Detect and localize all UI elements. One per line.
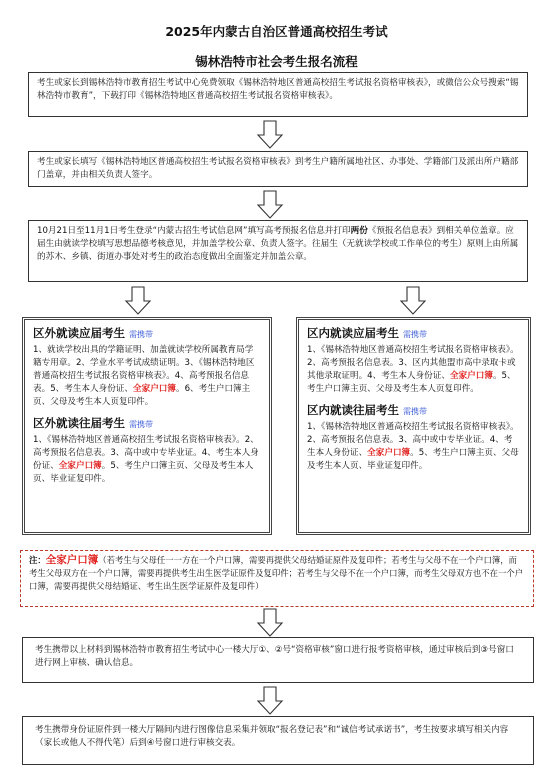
right-heading-previous [307,401,520,421]
left-head2: 区外就读往届考生 [33,416,125,430]
step1-box [28,72,528,117]
left-body1-b: 。6、考生户口簿主页、父母及考生本人页复印件。 [33,384,251,407]
step2-text: 考生或家长填写《锡林浩特地区普通高校招生考试报名资格审核表》到考生户籍所属地社区、办事处、学籍部门及派出所户籍部门盖章，并由相关负责人签字。 [37,157,519,180]
inside-region-box [296,317,531,535]
right-tag2: 需携带 [403,407,428,416]
step6-box [22,716,534,765]
left-body2-red: 全家户口簿 [58,461,102,471]
left-heading-previous [33,414,261,434]
right-body1-red: 全家户口簿 [449,371,493,381]
left-body1 [33,344,261,409]
step3-highlight: 两份 [350,226,368,236]
right-body1 [307,344,520,396]
left-body1-red: 全家户口簿 [133,384,176,394]
note-text: （若考生与父母任一一方在一个户口簿，需要再提供父母结婚证原件及复印件；若考生与父母不在一个户口簿，而考生父母双方在一个户口簿，需要再提供考生出生医学证原件及复印件；若考生与父母不在一个户口簿，而考生父母双方也不在一个户口簿，需要再提供父母结婚证、考生出生医学证原件及复印件） [29,555,524,591]
title-line2: 锡林浩特市社会考生报名流程 [195,54,358,69]
arrow-down-icon [256,686,284,716]
arrow-down-icon [399,286,427,316]
step3-box [28,220,528,282]
step2-box [28,151,528,187]
left-body2 [33,434,261,486]
step1-text: 考生或家长到锡林浩特市教育招生考试中心免费领取《锡林浩特地区普通高校招生考试报名资格审核表》，或微信公众号搜索“锡林浩特市教育”，下载打印《锡林浩特地区普通高校招生考试报名资格审核表》。 [37,78,519,101]
note-label: 注： [29,555,46,565]
left-body2-b: 。5、考生户口簿主页、父母及考生本人页、毕业证复印件。 [33,461,254,484]
right-heading-current [307,324,520,344]
step3-text-a: 10月21日至11月1日考生登录“内蒙古招生考试信息网”填写高考预报名信息并打印 [37,226,351,236]
step3-text-c: 《预报名信息表》到相关单位盖章。应届生由就读学校填写思想品德考核意见，并加盖学校公章、负责人签字。往届生（无就读学校或工作单位的考生）原则上由所属的苏木、乡镇、街道办事处对考生的政治态度做出全面鉴定并加盖公章。 [37,226,519,262]
arrow-down-icon [256,190,284,220]
right-body2 [307,421,520,473]
arrow-down-icon [256,608,284,638]
arrow-down-icon [124,286,152,316]
note-red: 全家户口簿 [45,554,99,566]
right-head2: 区内就读往届考生 [307,403,399,417]
left-tag1: 需携带 [129,330,154,339]
right-body2-b: 。5、考生户口簿主页、父母及考生本人页、毕业证复印件。 [307,448,519,471]
right-tag1: 需携带 [403,330,428,339]
right-body2-red: 全家户口簿 [367,448,411,458]
left-body2-a: 1、《锡林浩特地区普通高校招生考试报名资格审核表》。2、高考预报名信息表。3、高中或中专毕业证。4、考生本人身份证、 [33,435,259,471]
right-body1-a: 1、《锡林浩特地区普通高校招生考试报名资格审核表》。2、高考预报名信息表。3、区内其他盟市高中录取卡或其他录取证明。4、考生本人身份证、 [307,345,519,381]
left-heading-current [33,324,261,344]
left-tag2: 需携带 [129,420,154,429]
left-head1: 区外就读应届考生 [33,326,125,340]
note-box [20,550,534,607]
right-body1-b: 。5、考生户口簿主页、父母及考生本人页复印件。 [307,371,516,394]
title-line1: 2025年内蒙古自治区普通高校招生考试 [165,24,388,39]
arrow-down-icon [256,120,284,150]
outside-region-box [22,317,272,535]
step5-text: 考生携带以上材料到锡林浩特市教育招生考试中心一楼大厅①、②号“资格审核”窗口进行报考资格审核，通过审核后到③号窗口进行网上审核、确认信息。 [35,645,514,668]
step6-text: 考生携带身份证原件到一楼大厅隔间内进行图像信息采集并领取“报名登记表”和“诚信考试承诺书”，考生按要求填写相关内容（家长或他人不得代笔）后到④号窗口进行审核交表。 [35,725,509,748]
left-body1-a: 1、就读学校出具的学籍证明、加盖就读学校所属教育局学籍专用章。2、学业水平考试成绩证明。3、《锡林浩特地区普通高校招生考试报名资格审核表》。4、高考预报名信息表。5、考生本人身份证、 [33,345,255,394]
right-head1: 区内就读应届考生 [307,326,399,340]
right-body2-a: 1、《锡林浩特地区普通高校招生考试报名资格审核表》。2、高考预报名信息表。3、高中或中专毕业证。4、考生本人身份证、 [307,422,519,458]
step5-box [22,637,534,683]
